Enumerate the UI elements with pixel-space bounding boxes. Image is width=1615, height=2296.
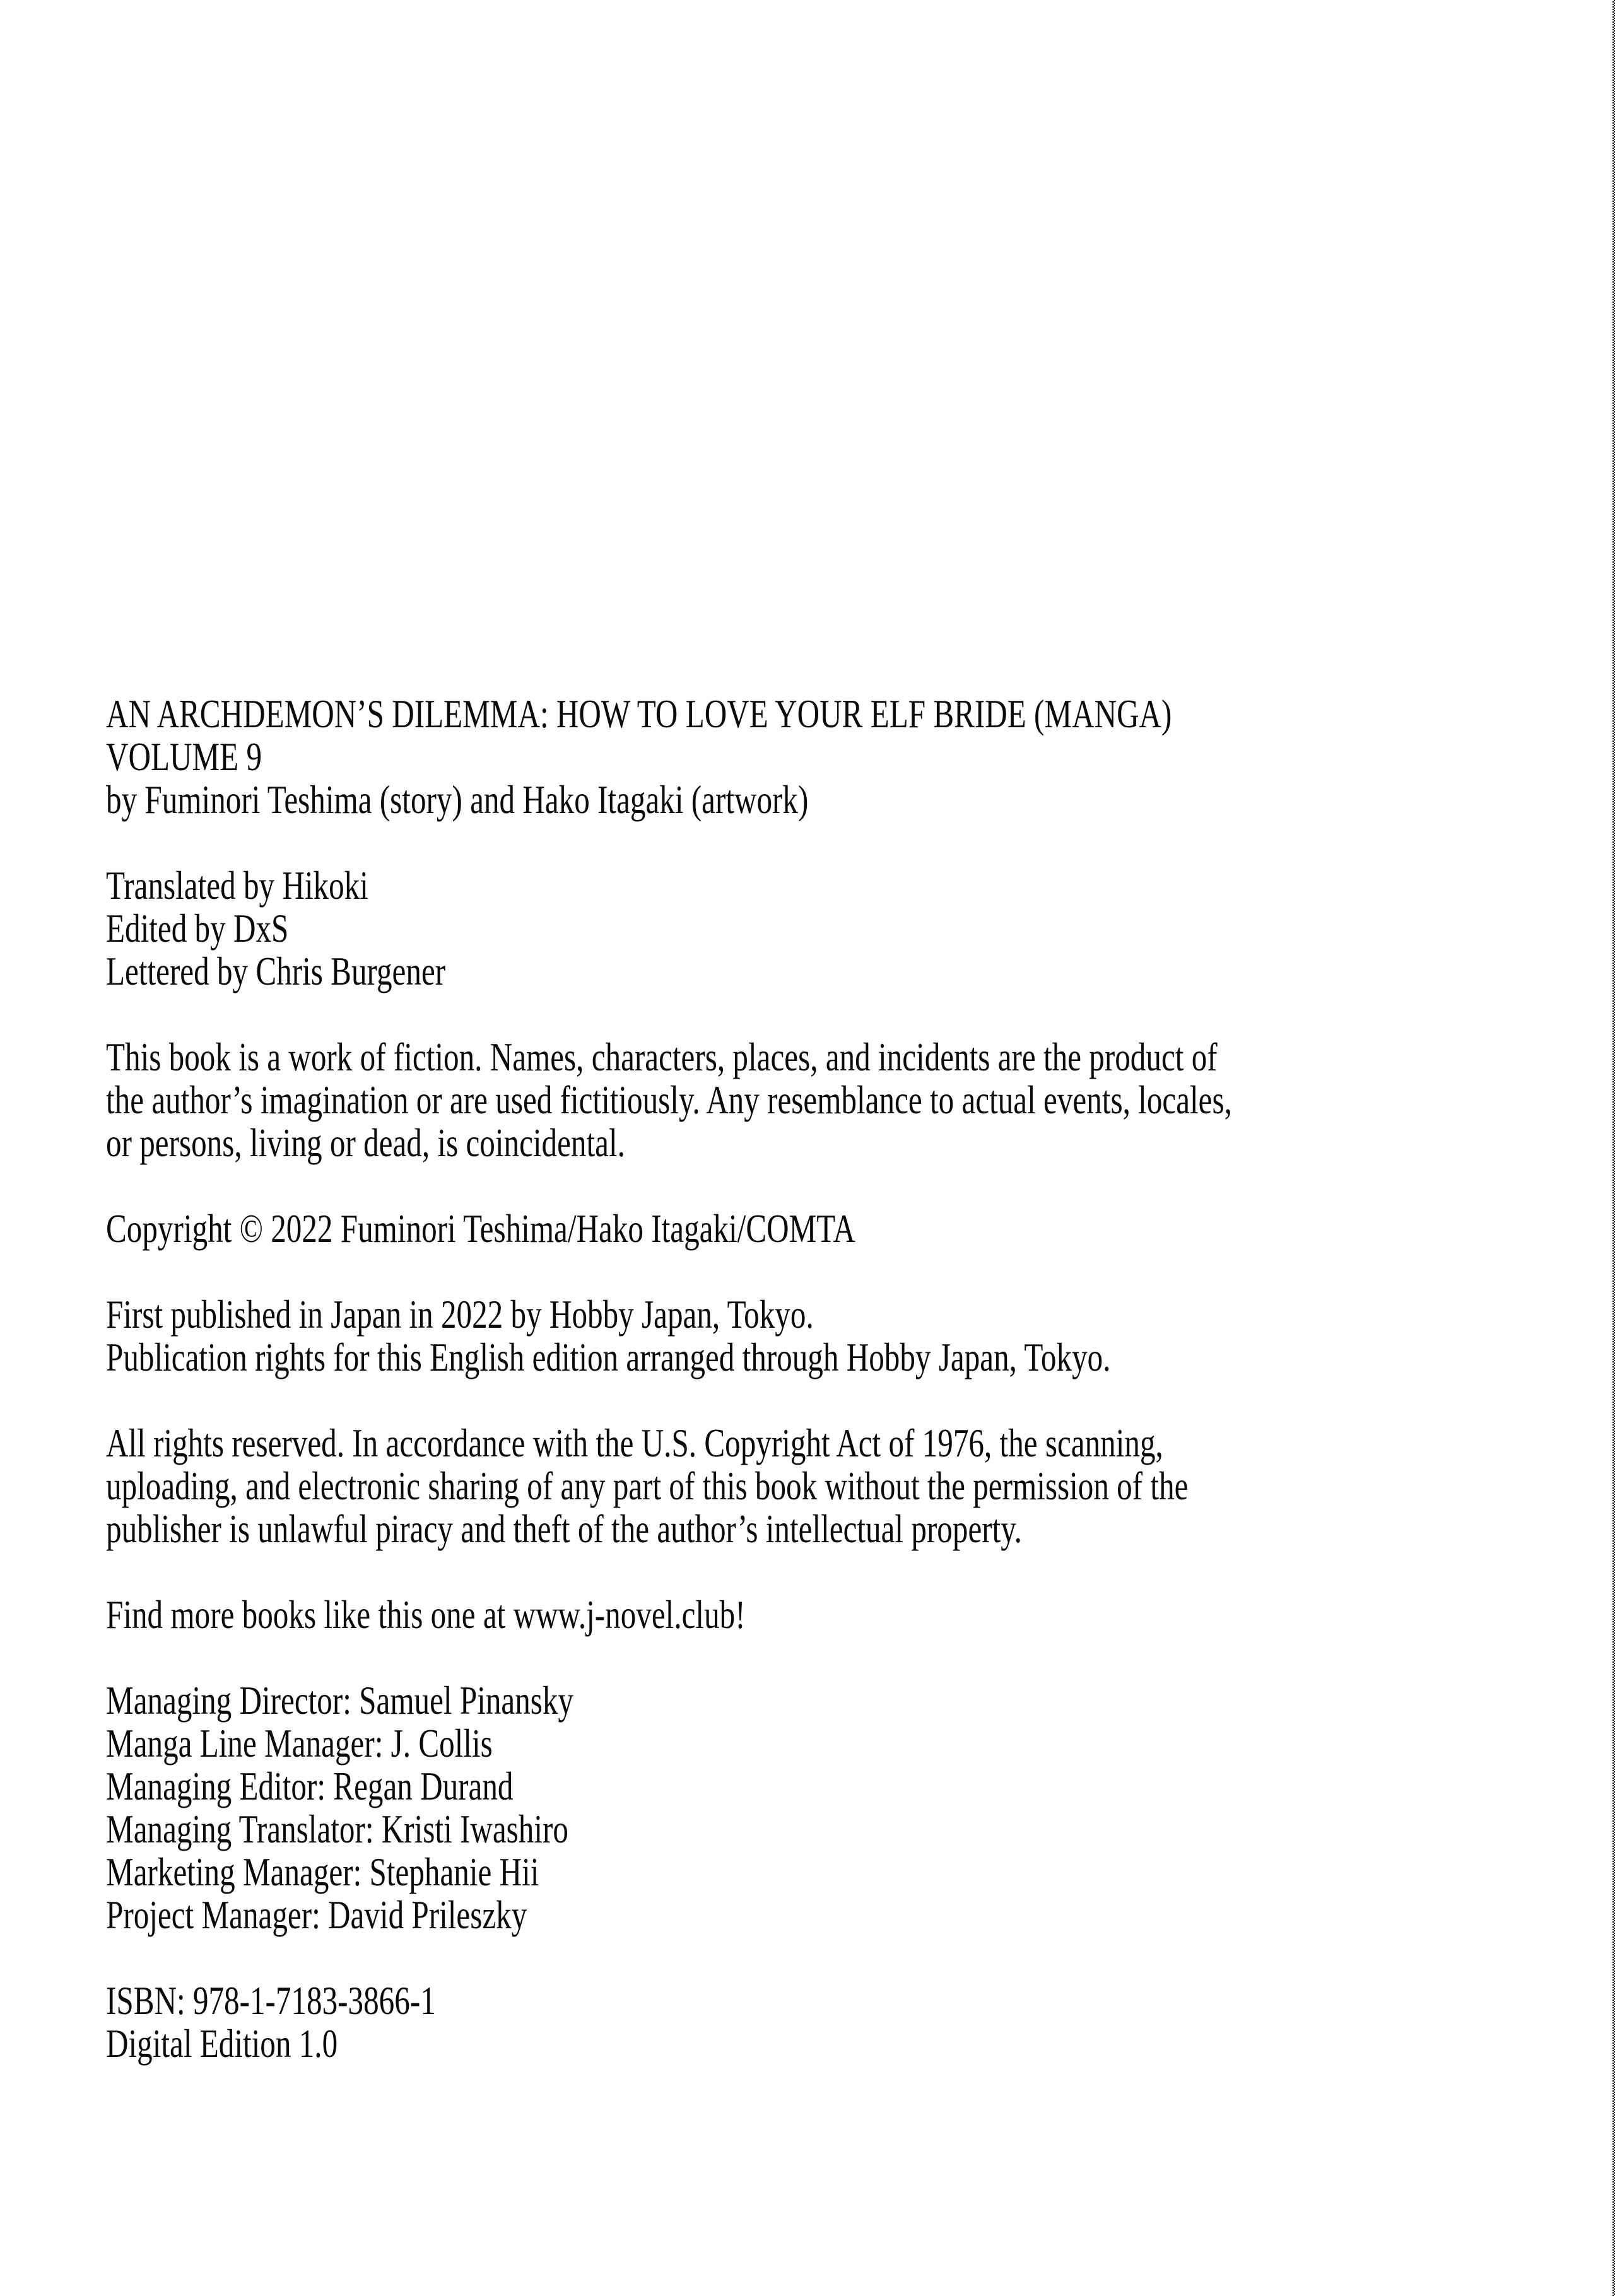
- publication-line: Publication rights for this English edition arranged through Hobby Japan, Tokyo.: [106, 1335, 1111, 1379]
- promo-block: [106, 1593, 1232, 1636]
- credit-line-managing-editor: Managing Editor: Regan Durand: [106, 1764, 514, 1808]
- promo-line: Find more books like this one at www.j-novel.club!: [106, 1593, 746, 1637]
- staff-credits-block: [106, 864, 1232, 993]
- disclaimer-line: the author’s imagination or are used fictitiously. Any resemblance to actual events, locales,: [106, 1078, 1232, 1122]
- colophon-text: [106, 693, 1232, 2065]
- rights-line: uploading, and electronic sharing of any part of this book without the permission of the: [106, 1464, 1189, 1508]
- book-title: AN ARCHDEMON’S DILEMMA: HOW TO LOVE YOUR ELF BRIDE (MANGA): [106, 692, 1172, 736]
- credit-line-manga-line-manager: Manga Line Manager: J. Collis: [106, 1721, 493, 1766]
- fiction-disclaimer-block: [106, 1036, 1232, 1164]
- credit-line-project-manager: Project Manager: David Prileszky: [106, 1893, 527, 1937]
- rights-line: All rights reserved. In accordance with the U.S. Copyright Act of 1976, the scanning,: [106, 1421, 1163, 1465]
- letterer-credit: Lettered by Chris Burgener: [106, 949, 446, 993]
- isbn-line: ISBN: 978-1-7183-3866-1: [106, 1979, 436, 2023]
- editor-credit: Edited by DxS: [106, 906, 289, 951]
- edition-block: [106, 1979, 1232, 2065]
- edition-line: Digital Edition 1.0: [106, 2022, 338, 2066]
- rights-line: publisher is unlawful piracy and theft of the author’s intellectual property.: [106, 1507, 1022, 1551]
- credit-line-managing-translator: Managing Translator: Kristi Iwashiro: [106, 1807, 568, 1851]
- publication-line: First published in Japan in 2022 by Hobby Japan, Tokyo.: [106, 1292, 814, 1337]
- rights-notice-block: [106, 1422, 1232, 1550]
- copyright-line: Copyright © 2022 Fuminori Teshima/Hako Itagaki/COMTA: [106, 1207, 855, 1251]
- byline: by Fuminori Teshima (story) and Hako Itagaki (artwork): [106, 778, 809, 822]
- title-block: [106, 693, 1232, 821]
- publication-block: [106, 1293, 1232, 1379]
- disclaimer-line: or persons, living or dead, is coincidental.: [106, 1121, 625, 1165]
- book-volume: VOLUME 9: [106, 735, 262, 779]
- company-credits-block: [106, 1679, 1232, 1936]
- translator-credit: Translated by Hikoki: [106, 864, 368, 908]
- copyright-block: [106, 1207, 1232, 1250]
- credit-line-marketing-manager: Marketing Manager: Stephanie Hii: [106, 1850, 539, 1894]
- credit-line-managing-director: Managing Director: Samuel Pinansky: [106, 1678, 574, 1723]
- disclaimer-line: This book is a work of fiction. Names, characters, places, and incidents are the product of: [106, 1035, 1218, 1079]
- right-edge-dashed-rule: [1612, 0, 1615, 2296]
